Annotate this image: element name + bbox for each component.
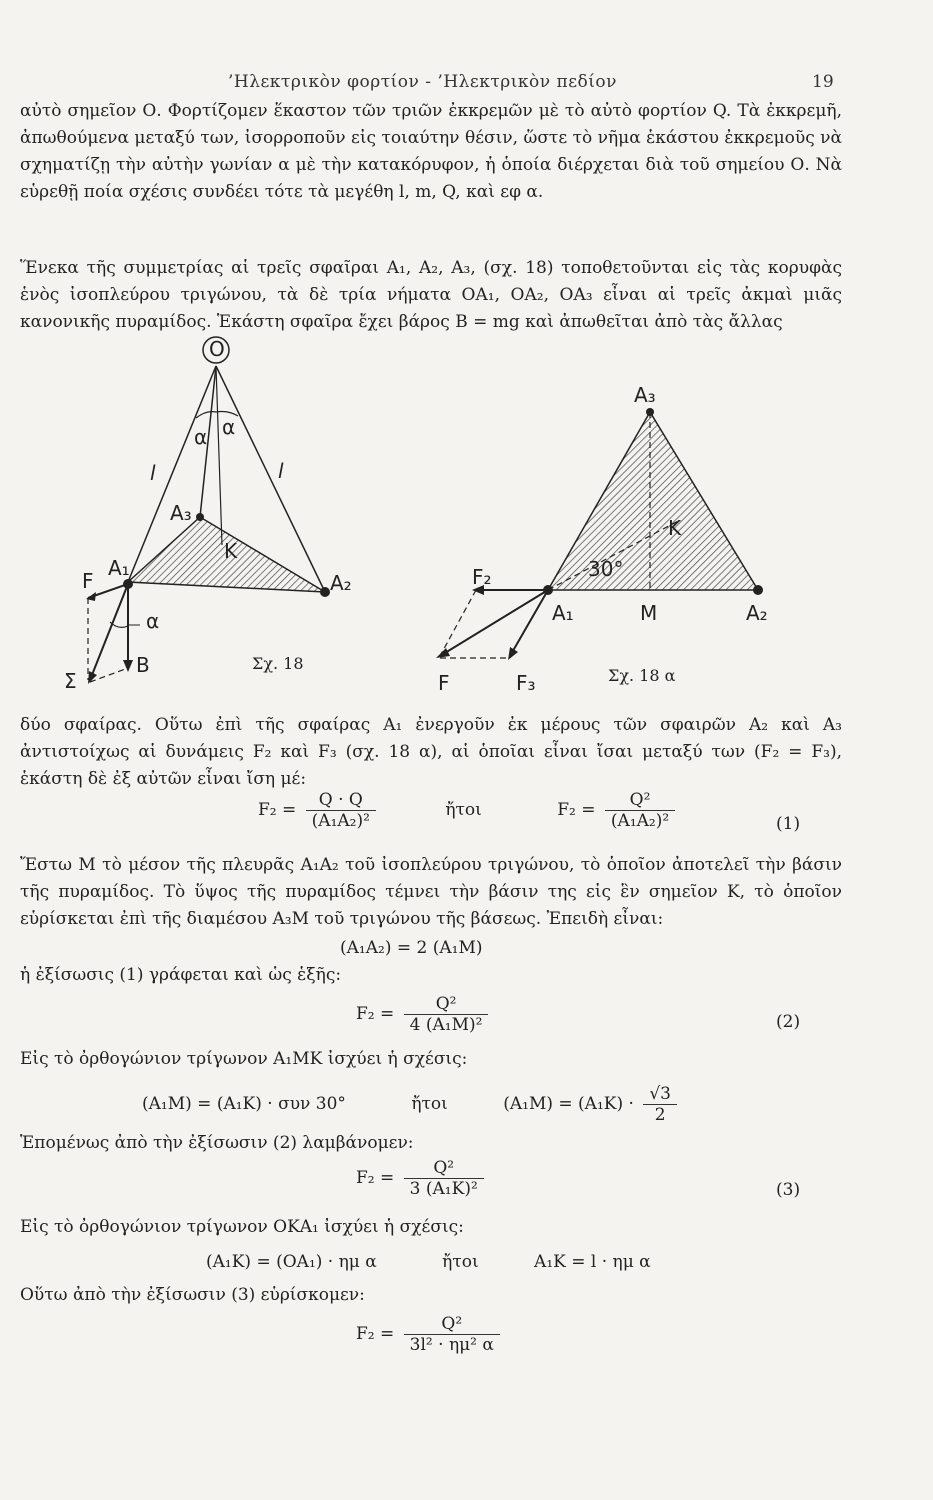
page-header bbox=[0, 72, 933, 96]
paragraph-therefore: Ἑπομένως ἀπὸ τὴν ἐξίσωσιν (2) λαμβάνομεν: bbox=[20, 1133, 414, 1153]
label-alpha-right: α bbox=[222, 415, 236, 439]
label-b: B bbox=[136, 653, 150, 677]
pyramid-height bbox=[216, 366, 222, 545]
label-a1: A₁ bbox=[108, 556, 130, 580]
angle-arc-left bbox=[196, 412, 216, 418]
paragraph-rewrite: ἡ ἐξίσωσις (1) γράφεται καὶ ὡς ἑξῆς: bbox=[20, 965, 342, 985]
label-o-svg bbox=[201, 334, 231, 364]
force-f3-arrow bbox=[510, 590, 548, 656]
equation-number-1: (1) bbox=[776, 814, 801, 834]
page-number: 19 bbox=[812, 72, 834, 92]
figure-18-svg bbox=[0, 330, 933, 710]
figures-region bbox=[0, 330, 933, 710]
label-f2: F₂ bbox=[472, 565, 492, 589]
figure-18a bbox=[436, 383, 768, 695]
label-a1-18a: A₁ bbox=[552, 601, 574, 625]
force-f-arrow-18a bbox=[440, 590, 548, 656]
label-k-18a: K bbox=[668, 516, 682, 540]
paragraph-triangle-oka1: Εἰς τὸ ὀρθογώνιον τρίγωνον ΟΚΑ₁ ἰσχύει ἡ σχέσις: bbox=[20, 1217, 464, 1237]
label-alpha-left: α bbox=[194, 425, 208, 449]
equation-number-3: (3) bbox=[776, 1180, 801, 1200]
label-f3: F₃ bbox=[516, 671, 536, 695]
label-l-left: l bbox=[150, 461, 156, 485]
equation-3: F₂ = $\frac{\text{Q²}}{\text{3 (Α₁Κ)²}}$ bbox=[356, 1158, 488, 1199]
running-title: ’Ηλεκτρικὸν φορτίον - ’Ηλεκτρικὸν πεδίον bbox=[228, 72, 617, 92]
label-m: M bbox=[640, 601, 658, 625]
paragraph-midpoint: Ἔστω Μ τὸ μέσον τῆς πλευρᾶς Α₁Α₂ τοῦ ἰσοπλεύρου τριγώνου, τὸ ὁποῖον ἀποτελεῖ τὴν βάσιν τῆς πυραμίδος. Τὸ ὕψος τῆς πυραμίδος τέμνει τὴν βάσιν της εἰς ἓν σημεῖον Κ, τὸ ὁποῖον εὑρίσκεται ἐπὶ τῆς διαμέσου Α₃Μ τοῦ τριγώνου τῆς βάσεως. Ἐπειδὴ εἶναι: bbox=[20, 855, 842, 929]
paragraph-problem-statement: αὐτὸ σημεῖον Ο. Φορτίζομεν ἕκαστον τῶν τριῶν ἐκκρεμῶν μὲ τὸ αὐτὸ φορτίον Q. Τὰ ἐκκρεμῆ, ἀπωθούμενα μεταξύ των, ἰσορροποῦν εἰς τοιαύτην θέσιν, ὥστε τὸ νῆμα ἑκάστου ἐκκρεμοῦς νὰ σχηματίζῃ τὴν αὐτὴν γωνίαν α μὲ τὴν κατακόρυφον, ἡ ὁποία διέρχεται διὰ τοῦ σημείου Ο. Νὰ εὑρεθῇ ποία σχέσις συνδέει τότε τὰ μεγέθη l, m, Q, καὶ εφ α. bbox=[20, 101, 842, 202]
label-f-18a: F bbox=[438, 671, 450, 695]
label-angle-30: 30° bbox=[588, 557, 624, 581]
label-l-right: l bbox=[278, 459, 284, 483]
equation-number-2: (2) bbox=[776, 1012, 801, 1032]
label-a2: A₂ bbox=[330, 571, 352, 595]
equation-sin: (Α₁Κ) = (ΟΑ₁) · ημ α ἤτοι Α₁Κ = l · ημ α bbox=[206, 1252, 651, 1272]
base-triangle-18a bbox=[548, 412, 758, 590]
resultant-sigma-arrow bbox=[90, 584, 128, 680]
equation-2: F₂ = $\frac{\text{Q²}}{\text{4 (Α₁Μ)²}}$ bbox=[356, 994, 492, 1035]
equation-final: F₂ = $\frac{\text{Q²}}{\text{3l² · ημ² α}}$ bbox=[356, 1314, 504, 1355]
label-a2-18a: A₂ bbox=[746, 601, 768, 625]
sphere-a2 bbox=[320, 587, 330, 597]
label-f: F bbox=[82, 569, 94, 593]
figure-18 bbox=[64, 337, 352, 693]
label-sigma: Σ bbox=[64, 669, 77, 693]
caption-fig-18a: Σχ. 18 α bbox=[608, 666, 676, 685]
paragraph-symmetry: Ἕνεκα τῆς συμμετρίας αἱ τρεῖς σφαῖραι Α₁, Α₂, Α₃, (σχ. 18) τοποθετοῦνται εἰς τὰς κορυφὰς ἑνὸς ἰσοπλεύρου τριγώνου, τὰ δὲ τρία νήματα ΟΑ₁, ΟΑ₂, ΟΑ₃ εἶναι αἱ τρεῖς ἀκμαὶ μιᾶς κανονικῆς πυραμίδος. Ἑκάστη σφαῖρα ἔχει βάρος Β = mg καὶ ἀπωθεῖται ἀπὸ τὰς ἄλλας bbox=[20, 258, 842, 332]
label-k: K bbox=[224, 539, 238, 563]
equation-a1a2: (Α₁Α₂) = 2 (Α₁Μ) bbox=[340, 938, 483, 958]
paragraph-thus-find: Οὕτω ἀπὸ τὴν ἐξίσωσιν (3) εὑρίσκομεν: bbox=[20, 1285, 365, 1305]
caption-fig-18: Σχ. 18 bbox=[252, 654, 304, 673]
sphere-a3 bbox=[196, 513, 204, 521]
equation-cos30: (Α₁Μ) = (Α₁Κ) · συν 30° ἤτοι (Α₁Μ) = (Α₁Κ) · $\frac{√3}{2}$ bbox=[142, 1084, 681, 1125]
paragraph-triangle-a1mk: Εἰς τὸ ὀρθογώνιον τρίγωνον Α₁ΜΚ ἰσχύει ἡ σχέσις: bbox=[20, 1049, 468, 1069]
paragraph-forces: δύο σφαίρας. Οὕτω ἐπὶ τῆς σφαίρας Α₁ ἐνεργοῦν ἐκ μέρους τῶν σφαιρῶν Α₂ καὶ Α₃ ἀντιστοίχως αἱ δυνάμεις F₂ καὶ F₃ (σχ. 18 α), αἱ ὁποῖαι εἶναι ἴσαι μεταξύ των (F₂ = F₃), ἑκάστη δὲ ἐξ αὐτῶν εἶναι ἴση μέ: bbox=[20, 715, 842, 789]
equation-1: F₂ = $\frac{Q \cdot Q}{\text{(Α₁Α₂)²}}$ ἤτοι F₂ = $\frac{\text{Q²}}{\text{(Α₁Α₂)²}}$ bbox=[258, 790, 679, 831]
label-o: O bbox=[209, 337, 225, 361]
label-a3: A₃ bbox=[170, 501, 192, 525]
label-alpha-low: α bbox=[146, 609, 160, 633]
label-a3-18a: A₃ bbox=[634, 383, 656, 407]
